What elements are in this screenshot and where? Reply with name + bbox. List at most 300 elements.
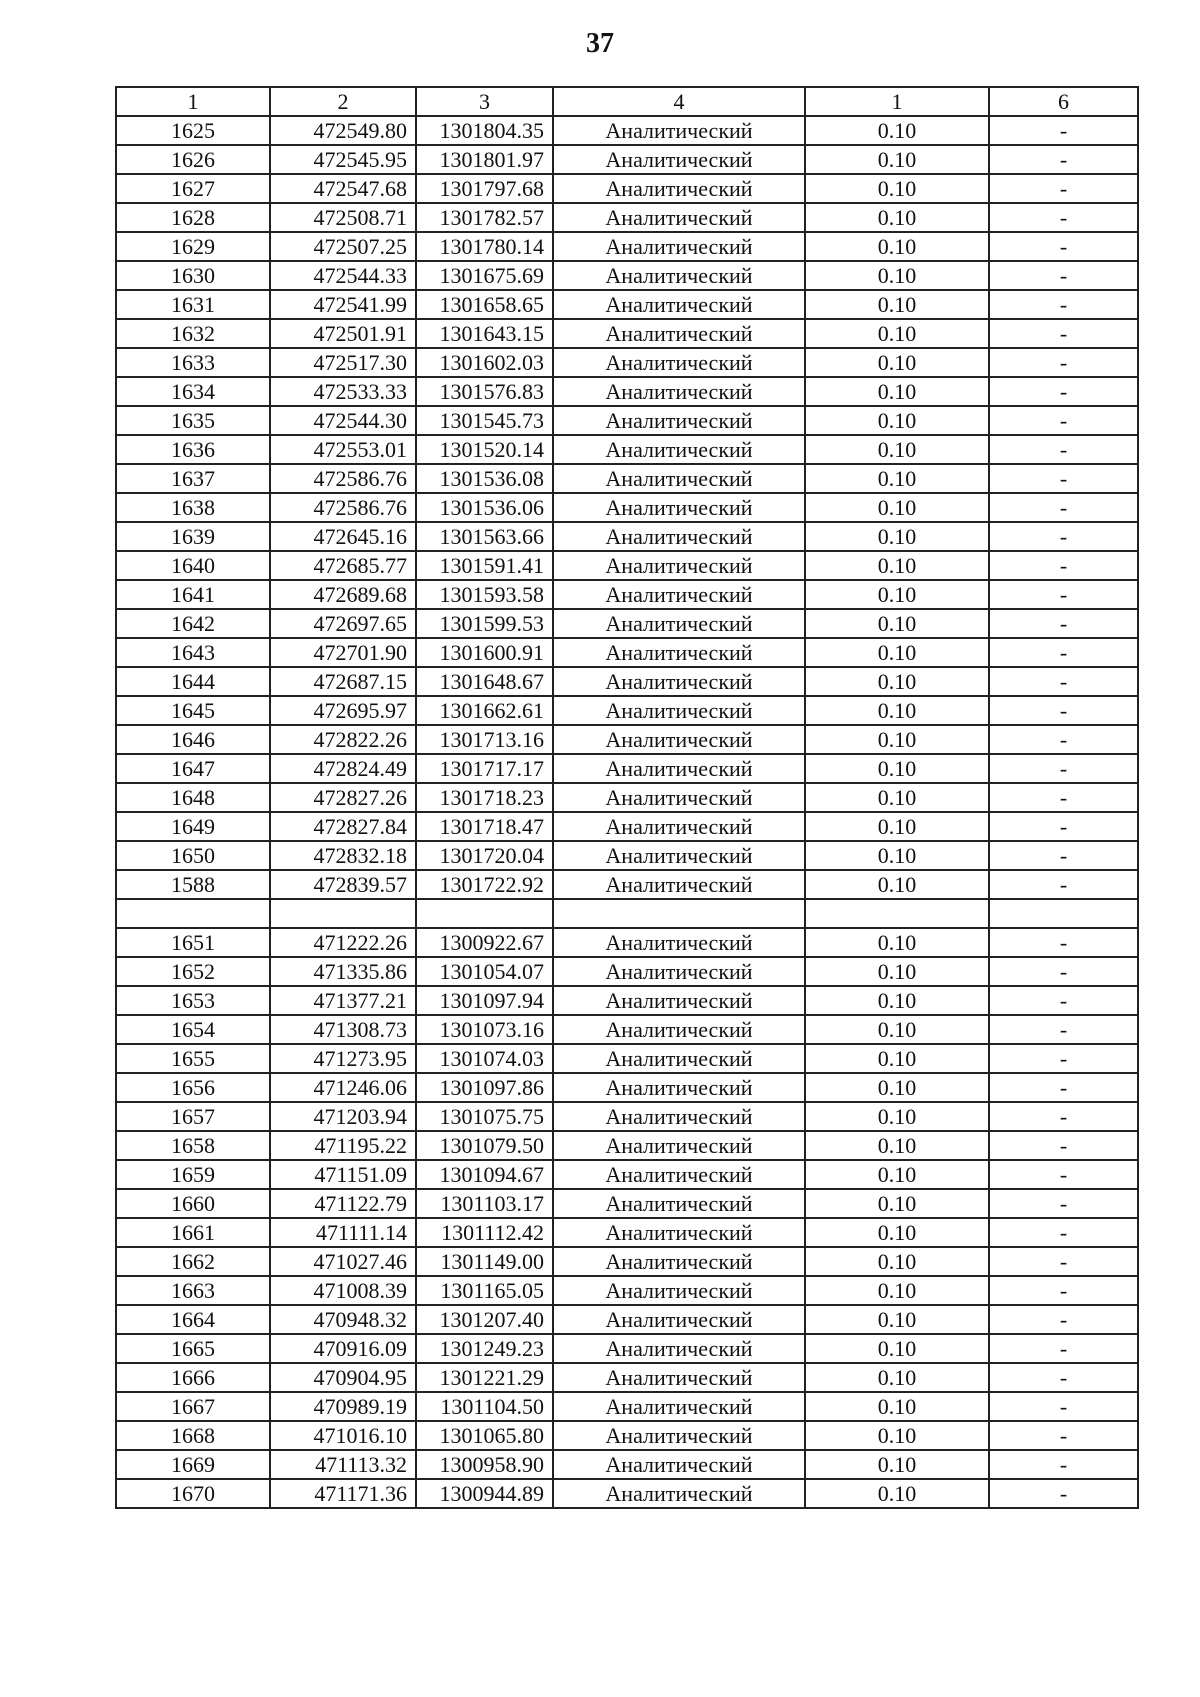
cell-coord-x: 472822.26: [270, 725, 416, 754]
table-row: [116, 1015, 1138, 1044]
cell-point-number: [116, 899, 270, 928]
cell-point-number: 1653: [116, 986, 270, 1015]
table-row: [116, 1363, 1138, 1392]
table-row: [116, 1421, 1138, 1450]
cell-accuracy: 0.10: [805, 174, 989, 203]
table-row: [116, 1392, 1138, 1421]
cell-coord-y: 1301520.14: [416, 435, 553, 464]
cell-coord-y: 1301591.41: [416, 551, 553, 580]
table-row: [116, 609, 1138, 638]
table-row: [116, 841, 1138, 870]
cell-coord-y: 1301780.14: [416, 232, 553, 261]
cell-coord-y: 1301804.35: [416, 116, 553, 145]
cell-accuracy: [805, 899, 989, 928]
cell-accuracy: 0.10: [805, 580, 989, 609]
cell-coord-x: 472507.25: [270, 232, 416, 261]
cell-coord-y: 1301103.17: [416, 1189, 553, 1218]
cell-coord-x: 471273.95: [270, 1044, 416, 1073]
cell-point-number: 1641: [116, 580, 270, 609]
cell-note: -: [989, 609, 1138, 638]
cell-method: Аналитический: [553, 1044, 805, 1073]
cell-coord-y: 1301249.23: [416, 1334, 553, 1363]
table-row: [116, 1450, 1138, 1479]
cell-coord-x: 470904.95: [270, 1363, 416, 1392]
cell-coord-y: 1301207.40: [416, 1305, 553, 1334]
cell-coord-y: 1301536.06: [416, 493, 553, 522]
cell-coord-x: 472553.01: [270, 435, 416, 464]
cell-accuracy: 0.10: [805, 1305, 989, 1334]
cell-method: Аналитический: [553, 696, 805, 725]
cell-coord-x: 471027.46: [270, 1247, 416, 1276]
cell-coord-y: 1301576.83: [416, 377, 553, 406]
cell-note: -: [989, 667, 1138, 696]
cell-coord-y: 1301074.03: [416, 1044, 553, 1073]
cell-method: Аналитический: [553, 870, 805, 899]
cell-coord-y: 1301662.61: [416, 696, 553, 725]
cell-method: Аналитический: [553, 1421, 805, 1450]
cell-method: Аналитический: [553, 348, 805, 377]
cell-point-number: 1588: [116, 870, 270, 899]
cell-method: Аналитический: [553, 1102, 805, 1131]
cell-note: -: [989, 406, 1138, 435]
cell-method: Аналитический: [553, 522, 805, 551]
cell-note: -: [989, 1044, 1138, 1073]
table-row: [116, 1189, 1138, 1218]
cell-method: Аналитический: [553, 435, 805, 464]
cell-coord-x: 472827.84: [270, 812, 416, 841]
table-row: [116, 348, 1138, 377]
cell-point-number: 1646: [116, 725, 270, 754]
header-col-6: 6: [989, 87, 1138, 116]
cell-method: Аналитический: [553, 1218, 805, 1247]
cell-point-number: 1633: [116, 348, 270, 377]
cell-note: -: [989, 464, 1138, 493]
cell-coord-x: 472547.68: [270, 174, 416, 203]
cell-note: -: [989, 174, 1138, 203]
table-row: [116, 174, 1138, 203]
cell-note: -: [989, 261, 1138, 290]
cell-note: -: [989, 1479, 1138, 1508]
cell-accuracy: 0.10: [805, 522, 989, 551]
cell-accuracy: 0.10: [805, 1044, 989, 1073]
cell-method: Аналитический: [553, 1160, 805, 1189]
cell-method: Аналитический: [553, 1392, 805, 1421]
cell-coord-x: 472701.90: [270, 638, 416, 667]
cell-accuracy: 0.10: [805, 290, 989, 319]
cell-accuracy: 0.10: [805, 1363, 989, 1392]
cell-method: Аналитический: [553, 667, 805, 696]
cell-method: Аналитический: [553, 116, 805, 145]
cell-note: -: [989, 1218, 1138, 1247]
cell-point-number: 1634: [116, 377, 270, 406]
cell-point-number: 1665: [116, 1334, 270, 1363]
cell-note: -: [989, 1131, 1138, 1160]
cell-coord-x: 472544.33: [270, 261, 416, 290]
cell-coord-x: 472541.99: [270, 290, 416, 319]
cell-coord-x: 472827.26: [270, 783, 416, 812]
cell-coord-x: 472832.18: [270, 841, 416, 870]
cell-coord-x: 471222.26: [270, 928, 416, 957]
cell-coord-y: 1301104.50: [416, 1392, 553, 1421]
table-row: [116, 1479, 1138, 1508]
cell-point-number: 1652: [116, 957, 270, 986]
cell-coord-x: 471171.36: [270, 1479, 416, 1508]
cell-method: Аналитический: [553, 1363, 805, 1392]
cell-point-number: 1632: [116, 319, 270, 348]
coordinates-table: [115, 86, 1139, 1509]
cell-accuracy: 0.10: [805, 232, 989, 261]
cell-coord-x: 472687.15: [270, 667, 416, 696]
table-row: [116, 812, 1138, 841]
table-row: [116, 261, 1138, 290]
cell-note: -: [989, 638, 1138, 667]
table-row: [116, 464, 1138, 493]
cell-accuracy: 0.10: [805, 609, 989, 638]
cell-note: -: [989, 783, 1138, 812]
cell-coord-x: 471113.32: [270, 1450, 416, 1479]
table-row: [116, 1131, 1138, 1160]
cell-note: -: [989, 232, 1138, 261]
cell-note: -: [989, 1015, 1138, 1044]
table-row: [116, 406, 1138, 435]
table-row: [116, 1276, 1138, 1305]
cell-note: -: [989, 522, 1138, 551]
cell-point-number: 1668: [116, 1421, 270, 1450]
table-row: [116, 493, 1138, 522]
table-row: [116, 783, 1138, 812]
cell-note: -: [989, 986, 1138, 1015]
cell-method: Аналитический: [553, 493, 805, 522]
cell-coord-y: 1301165.05: [416, 1276, 553, 1305]
cell-coord-x: 472586.76: [270, 464, 416, 493]
cell-note: -: [989, 1392, 1138, 1421]
cell-coord-y: 1301718.23: [416, 783, 553, 812]
cell-coord-y: 1301112.42: [416, 1218, 553, 1247]
cell-note: -: [989, 957, 1138, 986]
cell-accuracy: 0.10: [805, 812, 989, 841]
cell-accuracy: 0.10: [805, 1218, 989, 1247]
cell-method: Аналитический: [553, 1305, 805, 1334]
cell-coord-x: 471016.10: [270, 1421, 416, 1450]
cell-coord-y: 1301545.73: [416, 406, 553, 435]
cell-accuracy: 0.10: [805, 1334, 989, 1363]
cell-note: -: [989, 696, 1138, 725]
cell-coord-y: 1301094.67: [416, 1160, 553, 1189]
cell-method: Аналитический: [553, 203, 805, 232]
cell-accuracy: 0.10: [805, 1247, 989, 1276]
cell-point-number: 1626: [116, 145, 270, 174]
cell-note: -: [989, 203, 1138, 232]
cell-point-number: 1637: [116, 464, 270, 493]
cell-accuracy: 0.10: [805, 1073, 989, 1102]
cell-point-number: 1649: [116, 812, 270, 841]
cell-accuracy: 0.10: [805, 754, 989, 783]
cell-point-number: 1640: [116, 551, 270, 580]
cell-point-number: 1666: [116, 1363, 270, 1392]
cell-accuracy: 0.10: [805, 1450, 989, 1479]
cell-coord-y: 1301097.86: [416, 1073, 553, 1102]
table-row: [116, 986, 1138, 1015]
cell-coord-x: 472586.76: [270, 493, 416, 522]
cell-method: Аналитический: [553, 1131, 805, 1160]
table-row: [116, 116, 1138, 145]
cell-method: [553, 899, 805, 928]
cell-coord-y: 1301658.65: [416, 290, 553, 319]
cell-point-number: 1662: [116, 1247, 270, 1276]
cell-point-number: 1645: [116, 696, 270, 725]
cell-coord-x: 471111.14: [270, 1218, 416, 1247]
cell-method: Аналитический: [553, 1015, 805, 1044]
cell-accuracy: 0.10: [805, 435, 989, 464]
cell-method: Аналитический: [553, 783, 805, 812]
cell-coord-y: 1301722.92: [416, 870, 553, 899]
cell-coord-x: 471335.86: [270, 957, 416, 986]
cell-coord-y: 1301065.80: [416, 1421, 553, 1450]
cell-point-number: 1636: [116, 435, 270, 464]
cell-point-number: 1655: [116, 1044, 270, 1073]
cell-note: -: [989, 1102, 1138, 1131]
table-row: [116, 638, 1138, 667]
cell-accuracy: 0.10: [805, 1276, 989, 1305]
cell-coord-y: 1301675.69: [416, 261, 553, 290]
cell-method: Аналитический: [553, 928, 805, 957]
cell-coord-x: 471008.39: [270, 1276, 416, 1305]
cell-point-number: 1630: [116, 261, 270, 290]
cell-method: Аналитический: [553, 725, 805, 754]
cell-point-number: 1642: [116, 609, 270, 638]
cell-point-number: 1661: [116, 1218, 270, 1247]
cell-coord-y: 1301602.03: [416, 348, 553, 377]
cell-method: Аналитический: [553, 174, 805, 203]
cell-coord-x: 471203.94: [270, 1102, 416, 1131]
cell-coord-y: 1301782.57: [416, 203, 553, 232]
cell-accuracy: 0.10: [805, 783, 989, 812]
cell-coord-y: 1301073.16: [416, 1015, 553, 1044]
cell-accuracy: 0.10: [805, 377, 989, 406]
cell-coord-y: 1301648.67: [416, 667, 553, 696]
cell-accuracy: 0.10: [805, 261, 989, 290]
cell-coord-x: 472549.80: [270, 116, 416, 145]
cell-coord-x: 471308.73: [270, 1015, 416, 1044]
cell-note: -: [989, 1160, 1138, 1189]
cell-method: Аналитический: [553, 609, 805, 638]
cell-coord-y: 1301097.94: [416, 986, 553, 1015]
header-col-5: 1: [805, 87, 989, 116]
table-row: [116, 1073, 1138, 1102]
cell-coord-x: 471122.79: [270, 1189, 416, 1218]
cell-coord-y: 1301643.15: [416, 319, 553, 348]
cell-note: -: [989, 928, 1138, 957]
cell-coord-y: 1301149.00: [416, 1247, 553, 1276]
cell-coord-x: 472839.57: [270, 870, 416, 899]
cell-point-number: 1660: [116, 1189, 270, 1218]
cell-note: -: [989, 1247, 1138, 1276]
cell-note: -: [989, 116, 1138, 145]
cell-point-number: 1658: [116, 1131, 270, 1160]
cell-point-number: 1656: [116, 1073, 270, 1102]
cell-accuracy: 0.10: [805, 986, 989, 1015]
cell-coord-x: 472645.16: [270, 522, 416, 551]
cell-note: [989, 899, 1138, 928]
cell-coord-x: 472685.77: [270, 551, 416, 580]
cell-note: -: [989, 812, 1138, 841]
cell-coord-x: 470916.09: [270, 1334, 416, 1363]
table-row: [116, 1102, 1138, 1131]
cell-method: Аналитический: [553, 957, 805, 986]
cell-accuracy: 0.10: [805, 551, 989, 580]
cell-coord-x: 471246.06: [270, 1073, 416, 1102]
cell-accuracy: 0.10: [805, 696, 989, 725]
cell-coord-x: 472824.49: [270, 754, 416, 783]
cell-point-number: 1669: [116, 1450, 270, 1479]
cell-point-number: 1670: [116, 1479, 270, 1508]
cell-coord-x: 472545.95: [270, 145, 416, 174]
table-row: [116, 1044, 1138, 1073]
header-row: [116, 87, 1138, 116]
cell-point-number: 1651: [116, 928, 270, 957]
table-row: [116, 1160, 1138, 1189]
cell-coord-y: 1301600.91: [416, 638, 553, 667]
cell-point-number: 1659: [116, 1160, 270, 1189]
table-row: [116, 957, 1138, 986]
table-row: [116, 725, 1138, 754]
cell-coord-y: 1301563.66: [416, 522, 553, 551]
cell-method: Аналитический: [553, 1189, 805, 1218]
cell-method: Аналитический: [553, 1276, 805, 1305]
cell-method: Аналитический: [553, 986, 805, 1015]
cell-note: -: [989, 1334, 1138, 1363]
cell-accuracy: 0.10: [805, 870, 989, 899]
cell-coord-x: 471151.09: [270, 1160, 416, 1189]
cell-accuracy: 0.10: [805, 928, 989, 957]
cell-method: Аналитический: [553, 551, 805, 580]
cell-point-number: 1627: [116, 174, 270, 203]
cell-point-number: 1631: [116, 290, 270, 319]
cell-method: Аналитический: [553, 145, 805, 174]
table-row: [116, 290, 1138, 319]
table-row: [116, 232, 1138, 261]
cell-coord-x: 472544.30: [270, 406, 416, 435]
cell-method: Аналитический: [553, 580, 805, 609]
cell-coord-y: 1300958.90: [416, 1450, 553, 1479]
table-row: [116, 899, 1138, 928]
cell-coord-x: 472689.68: [270, 580, 416, 609]
cell-note: -: [989, 145, 1138, 174]
cell-method: Аналитический: [553, 232, 805, 261]
cell-coord-y: [416, 899, 553, 928]
cell-note: -: [989, 1276, 1138, 1305]
cell-method: Аналитический: [553, 464, 805, 493]
cell-method: Аналитический: [553, 1247, 805, 1276]
cell-accuracy: 0.10: [805, 1160, 989, 1189]
cell-accuracy: 0.10: [805, 464, 989, 493]
cell-coord-y: 1301075.75: [416, 1102, 553, 1131]
table-row: [116, 696, 1138, 725]
header-col-4: 4: [553, 87, 805, 116]
cell-point-number: 1667: [116, 1392, 270, 1421]
cell-method: Аналитический: [553, 290, 805, 319]
table-row: [116, 1247, 1138, 1276]
cell-note: -: [989, 754, 1138, 783]
cell-accuracy: 0.10: [805, 1392, 989, 1421]
table-row: [116, 377, 1138, 406]
cell-coord-y: 1301536.08: [416, 464, 553, 493]
cell-accuracy: 0.10: [805, 493, 989, 522]
cell-coord-y: 1301599.53: [416, 609, 553, 638]
table-row: [116, 870, 1138, 899]
cell-coord-y: 1301797.68: [416, 174, 553, 203]
cell-note: -: [989, 580, 1138, 609]
cell-accuracy: 0.10: [805, 957, 989, 986]
cell-method: Аналитический: [553, 638, 805, 667]
cell-point-number: 1628: [116, 203, 270, 232]
table-row: [116, 551, 1138, 580]
cell-method: Аналитический: [553, 406, 805, 435]
cell-point-number: 1648: [116, 783, 270, 812]
cell-point-number: 1654: [116, 1015, 270, 1044]
cell-accuracy: 0.10: [805, 319, 989, 348]
cell-accuracy: 0.10: [805, 1421, 989, 1450]
cell-note: -: [989, 493, 1138, 522]
cell-note: -: [989, 1189, 1138, 1218]
cell-accuracy: 0.10: [805, 841, 989, 870]
cell-coord-x: 470989.19: [270, 1392, 416, 1421]
cell-coord-y: 1300944.89: [416, 1479, 553, 1508]
cell-coord-x: 471195.22: [270, 1131, 416, 1160]
table-row: [116, 1218, 1138, 1247]
table-row: [116, 1334, 1138, 1363]
cell-point-number: 1639: [116, 522, 270, 551]
cell-note: -: [989, 348, 1138, 377]
cell-point-number: 1644: [116, 667, 270, 696]
cell-method: Аналитический: [553, 812, 805, 841]
cell-point-number: 1635: [116, 406, 270, 435]
cell-accuracy: 0.10: [805, 1102, 989, 1131]
table-row: [116, 1305, 1138, 1334]
cell-note: -: [989, 870, 1138, 899]
cell-note: -: [989, 377, 1138, 406]
cell-point-number: 1629: [116, 232, 270, 261]
cell-accuracy: 0.10: [805, 1015, 989, 1044]
cell-accuracy: 0.10: [805, 638, 989, 667]
cell-coord-x: 471377.21: [270, 986, 416, 1015]
cell-point-number: 1664: [116, 1305, 270, 1334]
cell-method: Аналитический: [553, 261, 805, 290]
cell-note: -: [989, 290, 1138, 319]
cell-point-number: 1638: [116, 493, 270, 522]
cell-coord-y: 1301717.17: [416, 754, 553, 783]
table-row: [116, 203, 1138, 232]
cell-coord-y: 1301054.07: [416, 957, 553, 986]
header-col-2: 2: [270, 87, 416, 116]
cell-coord-y: 1301221.29: [416, 1363, 553, 1392]
cell-coord-x: 472695.97: [270, 696, 416, 725]
cell-note: -: [989, 1421, 1138, 1450]
cell-coord-x: 470948.32: [270, 1305, 416, 1334]
table-row: [116, 667, 1138, 696]
cell-accuracy: 0.10: [805, 116, 989, 145]
cell-accuracy: 0.10: [805, 1189, 989, 1218]
cell-coord-y: 1301720.04: [416, 841, 553, 870]
cell-coord-y: 1301593.58: [416, 580, 553, 609]
cell-coord-x: 472501.91: [270, 319, 416, 348]
table-row: [116, 580, 1138, 609]
page-number: 37: [586, 28, 614, 59]
cell-coord-x: [270, 899, 416, 928]
header-col-1: 1: [116, 87, 270, 116]
cell-note: -: [989, 1305, 1138, 1334]
table-row: [116, 319, 1138, 348]
